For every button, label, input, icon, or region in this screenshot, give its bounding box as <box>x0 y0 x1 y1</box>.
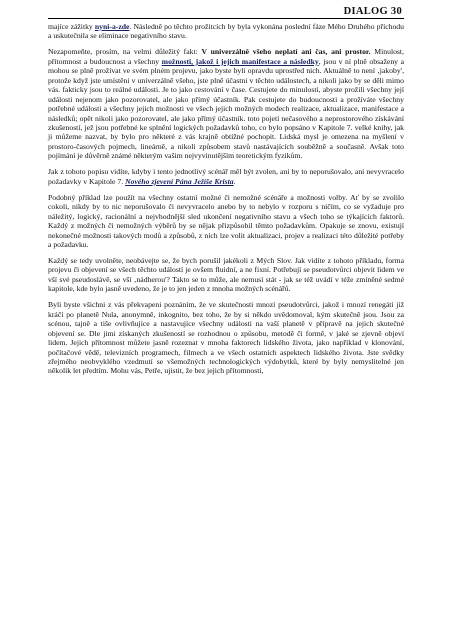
emphasized-term: možnosti, jakož i jejich manifestace a následky <box>161 56 319 66</box>
document-body <box>48 22 404 376</box>
header-title: DIALOG 30 <box>343 6 402 17</box>
book-title-link[interactable]: Nového zjevení Pána Ježíše Krista <box>125 176 234 186</box>
paragraph-4: Podobný příklad lze použít na všechny ostatní možné či nemožné scénáře a možnosti volby. Ať by se zvolilo cokoli, nikdy by to nic neporušovalo či nevyvracelo anebo by to nebylo v rozporu s ničím, co se vyžaduje pro náležitý, logický, racionální a nejvhodnější sled ukončení negativního stavu a všech toho se týkajících faktorů. Každý z možných či nemožných výběrů by se nějak přizpůsobil těmto požadavkům. Opakuje se znovu, existují nekonečné možnosti takových modů a způsobů, z nich lze volit aktualizaci, projev a realizaci této důležité potřeby a požadavku. <box>48 192 404 250</box>
running-header <box>48 6 404 19</box>
paragraph-3 <box>48 167 404 186</box>
text-run: Minulost, přítomnost a budoucnost a všechny <box>48 47 404 66</box>
paragraph-6: Byli byste všichni z vás překvapeni poznáním, že ve skutečnosti mnozí pseudotvůrci, jakož i mnozí renegáti již kráčí po planetě Nula, anonymně, inkognito, bez toho, že by si někdo uvědomoval, kým skutečně jsou. Jsou za scénou, tajně a tiše ovlivňujíce a nastavujíce všechny události na vaší planetě v přípravě na jejich skutečné objevení se. Dle jimi získaných zkušeností se rozhodnou o způsobu, metodě či formě, v jaké se zjevně objeví lidem. Jejich přítomnost můžete jasně rozeznat v mnoha faktorech lidského života, jako například v klonování, počítačové vědě, televizních programech, filmech a ve všech ostatních aspektech lidského života. Jste svědky zřejmého neobvyklého vzedmutí se všemožných technologických výdobytků, které by byly nemyslitelné jen několik let předtím. Mohu vás, Petře, ujistit, že bez jejich přítomnosti, <box>48 300 404 376</box>
bold-text: V univerzálně všeho neplatí ani čas, ani prostor. <box>201 47 371 57</box>
paragraph-2 <box>48 47 404 160</box>
text-run: Jak z tohoto popisu vidíte, kdyby i tento jednotlivý scénář měl být zvolen, ani by to neporušovalo, ani nevyvracelo požadavky v Kapitole 7. <box>48 167 404 186</box>
text-run: majíce zážitky <box>48 22 95 31</box>
text-run: . <box>233 176 236 186</box>
text-run: , jsou v ní plně obsaženy a mohou se plně prožívat ve svém plném projevu, jako byste byli opravdu uprostřed nich. Aktuálně to není ‚jakoby', protože když jste umístěni v univerzálně všeho, jste plně účastni v těchto událostech, a nikoli jako by se děli mimo vás. fakticky jsou to reálné události. Je to jako cestování v čase. Cestujete do minulosti, abyste prožili všechny její události nejenom jako pozorovatel, ale jako přímý účastník. Pak cestujete do budoucnosti a prožíváte všechny potřebné události a všechny jejich možnosti ve všech jejich možných modech realizace, aktualizace, manifestace a následků; opět nikoli jako pozorovatel, ale jako přímý účastník. toto pojetí nečasového a neprostorového získávání zkušeností, jež jsou potřebné ke splnění logických požadavků toho, co bylo popsáno v Kapitole 7. velké knihy, jak ji můžeme nazvat, by bylo pro některé z vás krajně obtížné pochopit. Lidská mysl je omezena na myšlení v prostoro-časových pojmech, lineárně, a nikoli způsobem stavů nastávajících souběžně a současně. Avšak toto pojímání je důvěrně známé některým vašim nejvyvinutějším teoretickým fyzikům. <box>48 56 405 161</box>
paragraph-5: Každý se tedy uvolněte, neobávejte se, že bych porušil jakékoli z Mých Slov. Jak vidíte z tohoto příkladu, forma projevu či objevení se všech těchto událostí je ovšem fluidní, a ne fixní. Potřebují se pseudotvůrci objevit lidem ve vší své pseudoslávě, se vší ‚nádherou'? Takto se to může, ale nemusí stát - jak se též uvádí v téže zmíněné sedmé kapitole, kde bylo jasně uvedeno, že je to jen jeden z mnoha možných scénářů. <box>48 255 404 294</box>
emphasized-term: nyni-a-zde <box>94 22 130 31</box>
paragraph-1 <box>48 22 404 41</box>
text-run: . Následně po těchto prožitcích by byla vykonána poslední fáze Mého Druhého příchodu a uskutečnila se eliminace negativního stavu. <box>48 22 404 41</box>
text-run: Nezapomeňte, prosím, na velmi důležitý fakt: <box>48 47 202 57</box>
